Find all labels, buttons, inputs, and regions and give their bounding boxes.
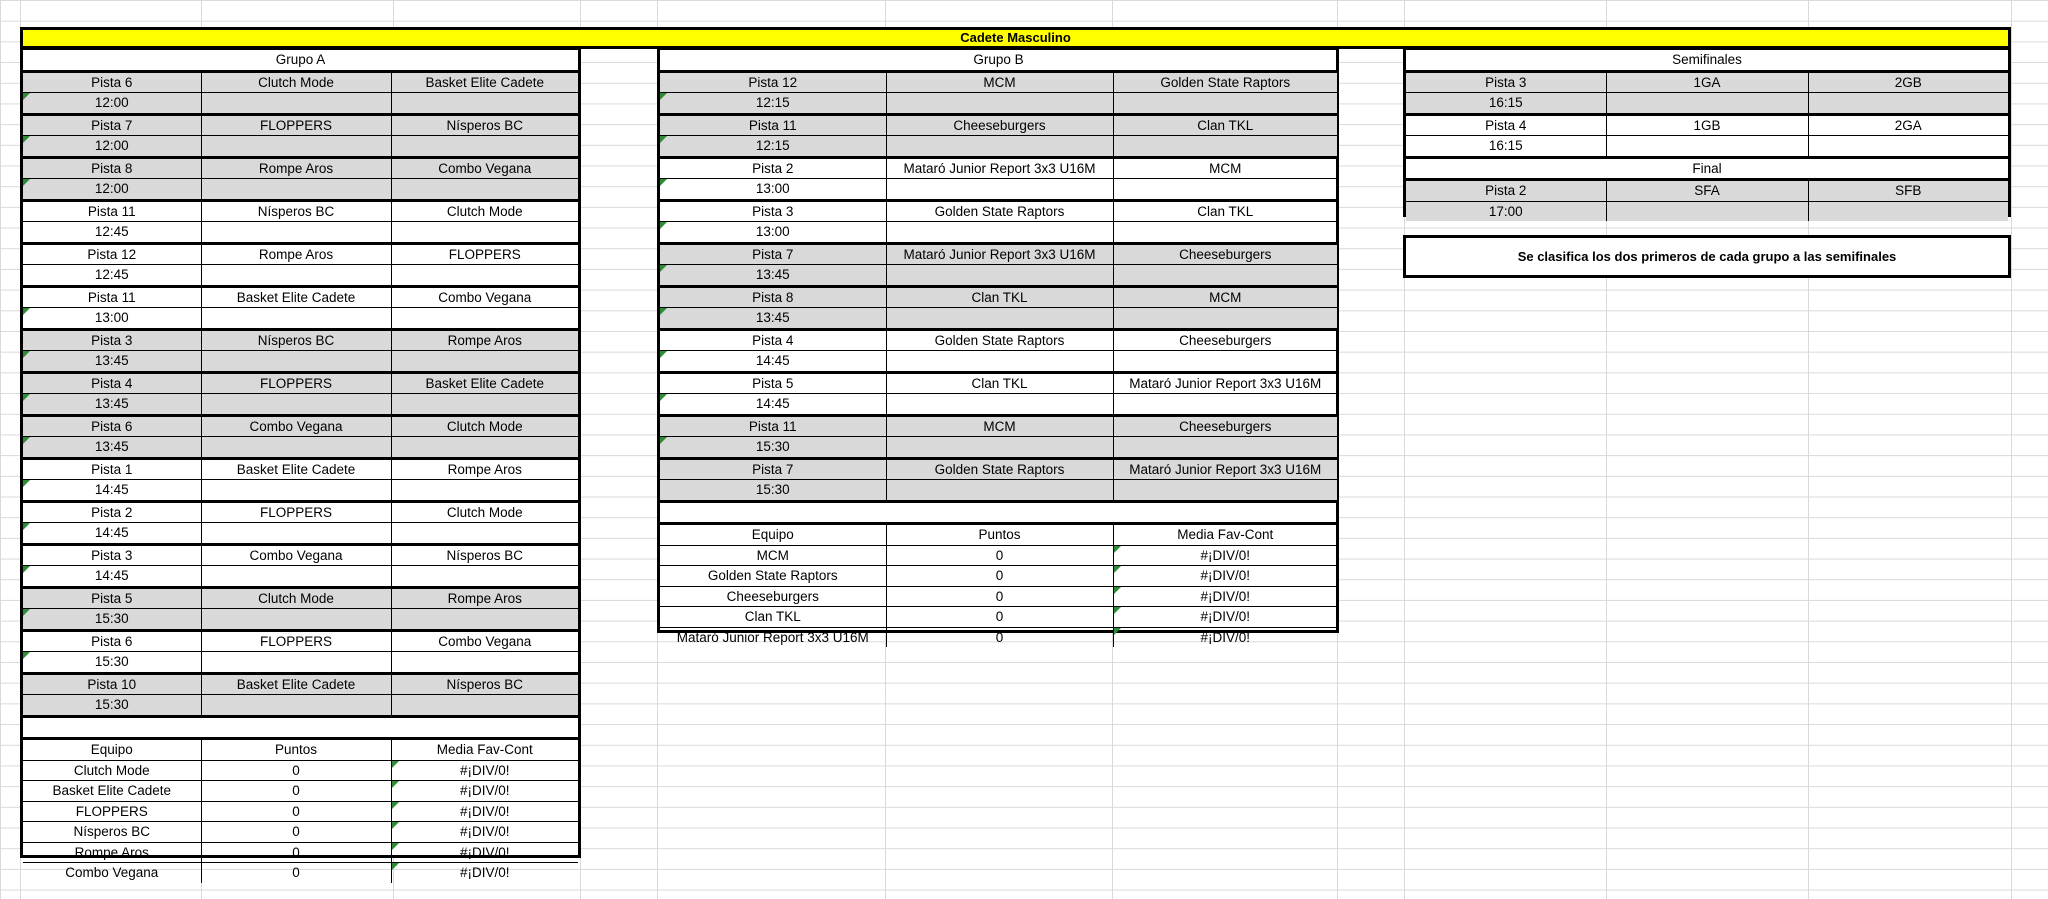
time-cell[interactable]: 13:45 [23,437,201,459]
home-score-cell[interactable] [201,609,391,631]
match-time-row [660,222,1337,244]
standings-row [23,781,578,802]
final-header-row [1406,157,2008,180]
match-row [660,114,1337,136]
category-title-banner[interactable] [20,27,2011,49]
team-cell[interactable]: Golden State Raptors [660,566,886,587]
groupB-grid [660,50,1337,647]
away-score-cell[interactable] [391,308,578,330]
match-time-row [23,523,578,545]
away-score-cell[interactable] [391,566,578,588]
pista-cell[interactable]: Pista 11 [660,114,886,136]
home-score-cell[interactable] [1606,201,1808,221]
match-time-row [23,695,578,717]
away-score-cell[interactable] [1808,93,2008,115]
semifinals-table [1403,47,2011,217]
points-cell[interactable]: 0 [201,760,391,781]
home-score-cell[interactable] [201,136,391,158]
away-score-cell[interactable] [1113,394,1337,416]
home-score-cell[interactable] [201,179,391,201]
semis-title[interactable]: Semifinales [1672,52,1742,68]
match-time-row [23,222,578,244]
home-team-cell[interactable]: SFA [1606,180,1808,202]
home-team-cell[interactable]: Basket Elite Cadete [201,673,391,695]
qualification-note-text: Se clasifica los dos primeros de cada grupo a las semifinales [1517,249,1897,264]
time-cell[interactable]: 13:45 [660,265,886,287]
match-time-row [23,136,578,158]
match-time-row [660,179,1337,201]
away-team-cell[interactable]: Basket Elite Cadete [391,372,578,394]
match-row [23,458,578,480]
match-time-row [23,437,578,459]
match-row [1406,180,2008,202]
time-cell[interactable]: 15:30 [660,480,886,502]
match-row [660,329,1337,351]
time-cell[interactable]: 12:15 [660,136,886,158]
match-row [660,458,1337,480]
pista-cell[interactable]: Pista 12 [23,243,201,265]
avg-cell[interactable]: #¡DIV/0! [1113,566,1337,587]
home-team-cell[interactable]: Nísperos BC [201,329,391,351]
away-score-cell[interactable] [391,179,578,201]
pista-cell[interactable]: Pista 8 [23,157,201,179]
home-team-cell[interactable]: 1GB [1606,114,1808,136]
match-time-row [23,265,578,287]
pista-cell[interactable]: Pista 5 [23,587,201,609]
match-row [23,372,578,394]
standings-header-cell[interactable]: Media Fav-Cont [391,739,578,761]
pista-cell[interactable]: Pista 12 [660,71,886,93]
avg-cell[interactable]: #¡DIV/0! [391,842,578,863]
home-team-cell[interactable]: Clutch Mode [201,71,391,93]
pista-cell[interactable]: Pista 3 [23,544,201,566]
time-cell[interactable]: 14:45 [23,523,201,545]
standings-row [660,586,1337,607]
standings-row [23,760,578,781]
away-score-cell[interactable] [391,609,578,631]
away-score-cell[interactable] [391,222,578,244]
home-team-cell[interactable]: FLOPPERS [201,630,391,652]
blank-cell[interactable] [23,716,578,739]
match-row [23,630,578,652]
away-score-cell[interactable] [391,695,578,717]
pista-cell[interactable]: Pista 11 [23,286,201,308]
avg-cell[interactable]: #¡DIV/0! [1113,607,1337,628]
blank-row [23,716,578,739]
standings-row [660,545,1337,566]
pista-cell[interactable]: Pista 10 [23,673,201,695]
time-cell[interactable]: 15:30 [660,437,886,459]
match-time-row [23,566,578,588]
points-cell[interactable]: 0 [886,545,1113,566]
time-cell[interactable]: 15:30 [23,652,201,674]
home-team-cell[interactable]: Combo Vegana [201,415,391,437]
away-score-cell[interactable] [391,136,578,158]
home-team-cell[interactable]: MCM [886,415,1113,437]
away-score-cell[interactable] [391,652,578,674]
standings-row [660,607,1337,628]
away-team-cell[interactable]: Nísperos BC [391,544,578,566]
home-team-cell[interactable]: MCM [886,71,1113,93]
time-cell[interactable]: 17:00 [1406,201,1606,221]
home-score-cell[interactable] [201,265,391,287]
pista-cell[interactable]: Pista 4 [23,372,201,394]
avg-cell[interactable]: #¡DIV/0! [1113,545,1337,566]
pista-cell[interactable]: Pista 4 [1406,114,1606,136]
away-team-cell[interactable]: Clan TKL [1113,114,1337,136]
match-row [23,157,578,179]
home-score-cell[interactable] [886,308,1113,330]
home-score-cell[interactable] [886,179,1113,201]
semis-grid [1406,50,2008,221]
match-time-row [23,93,578,115]
away-score-cell[interactable] [1113,265,1337,287]
away-team-cell[interactable]: Rompe Aros [391,458,578,480]
match-row [23,114,578,136]
time-cell[interactable]: 12:00 [23,179,201,201]
time-cell[interactable]: 12:15 [660,93,886,115]
time-cell[interactable]: 12:45 [23,222,201,244]
home-score-cell[interactable] [886,394,1113,416]
away-score-cell[interactable] [391,351,578,373]
away-team-cell[interactable]: Cheeseburgers [1113,243,1337,265]
team-cell[interactable]: Rompe Aros [23,842,201,863]
standings-header-cell[interactable]: Equipo [660,524,886,546]
home-team-cell[interactable]: Nísperos BC [201,200,391,222]
points-cell[interactable]: 0 [201,822,391,843]
pista-cell[interactable]: Pista 11 [660,415,886,437]
avg-cell[interactable]: #¡DIV/0! [391,801,578,822]
time-cell[interactable]: 14:45 [23,480,201,502]
team-cell[interactable]: Cheeseburgers [660,586,886,607]
home-team-cell[interactable]: Rompe Aros [201,157,391,179]
home-team-cell[interactable]: FLOPPERS [201,372,391,394]
away-score-cell[interactable] [391,93,578,115]
match-time-row [660,394,1337,416]
match-time-row [660,265,1337,287]
match-row [660,372,1337,394]
away-score-cell[interactable] [1113,351,1337,373]
home-team-cell[interactable]: Golden State Raptors [886,329,1113,351]
home-score-cell[interactable] [886,351,1113,373]
avg-cell[interactable]: #¡DIV/0! [1113,627,1337,647]
time-cell[interactable]: 14:45 [660,351,886,373]
match-row [23,243,578,265]
away-score-cell[interactable] [1113,136,1337,158]
avg-cell[interactable]: #¡DIV/0! [391,822,578,843]
away-score-cell[interactable] [391,480,578,502]
home-score-cell[interactable] [886,437,1113,459]
match-row [660,286,1337,308]
match-row [1406,114,2008,136]
home-score-cell[interactable] [201,652,391,674]
column-gridline [2011,0,2012,899]
away-score-cell[interactable] [1113,93,1337,115]
home-score-cell[interactable] [201,394,391,416]
home-team-cell[interactable]: Clan TKL [886,286,1113,308]
match-row [23,71,578,93]
away-score-cell[interactable] [1808,201,2008,221]
home-score-cell[interactable] [886,265,1113,287]
away-team-cell[interactable]: Nísperos BC [391,114,578,136]
home-score-cell[interactable] [201,351,391,373]
standings-row [23,842,578,863]
away-team-cell[interactable]: Clutch Mode [391,501,578,523]
match-row [660,157,1337,179]
team-cell[interactable]: Combo Vegana [23,863,201,883]
standings-row [660,566,1337,587]
time-cell[interactable]: 15:30 [23,695,201,717]
standings-header-cell[interactable]: Equipo [23,739,201,761]
match-row [23,200,578,222]
home-score-cell[interactable] [201,93,391,115]
away-score-cell[interactable] [391,437,578,459]
points-cell[interactable]: 0 [886,607,1113,628]
pista-cell[interactable]: Pista 4 [660,329,886,351]
qualification-note[interactable] [1403,235,2011,278]
home-team-cell[interactable]: Mataró Junior Report 3x3 U16M [886,157,1113,179]
standings-row [23,822,578,843]
home-score-cell[interactable] [201,523,391,545]
match-time-row [23,179,578,201]
pista-cell[interactable]: Pista 2 [660,157,886,179]
pista-cell[interactable]: Pista 7 [660,243,886,265]
match-row [660,415,1337,437]
points-cell[interactable]: 0 [201,863,391,883]
time-cell[interactable]: 15:30 [23,609,201,631]
away-score-cell[interactable] [1113,437,1337,459]
team-cell[interactable]: Clan TKL [660,607,886,628]
team-cell[interactable]: Basket Elite Cadete [23,781,201,802]
team-cell[interactable]: Nísperos BC [23,822,201,843]
time-cell[interactable]: 12:45 [23,265,201,287]
pista-cell[interactable]: Pista 3 [660,200,886,222]
time-cell[interactable]: 13:00 [23,308,201,330]
points-cell[interactable]: 0 [201,801,391,822]
home-score-cell[interactable] [201,437,391,459]
away-team-cell[interactable]: Clan TKL [1113,200,1337,222]
away-team-cell[interactable]: SFB [1808,180,2008,202]
standings-row [660,627,1337,647]
match-time-row [660,437,1337,459]
match-time-row [23,394,578,416]
away-team-cell[interactable]: 2GA [1808,114,2008,136]
home-score-cell[interactable] [201,222,391,244]
pista-cell[interactable]: Pista 2 [23,501,201,523]
time-cell[interactable]: 12:00 [23,136,201,158]
standings-header-cell[interactable]: Media Fav-Cont [1113,524,1337,546]
pista-cell[interactable]: Pista 6 [23,415,201,437]
away-score-cell[interactable] [391,523,578,545]
home-team-cell[interactable]: Rompe Aros [201,243,391,265]
home-score-cell[interactable] [201,566,391,588]
match-time-row [660,93,1337,115]
avg-cell[interactable]: #¡DIV/0! [391,863,578,883]
away-team-cell[interactable]: Mataró Junior Report 3x3 U16M [1113,372,1337,394]
home-team-cell[interactable]: Clutch Mode [201,587,391,609]
standings-header-cell[interactable]: Puntos [201,739,391,761]
home-team-cell[interactable]: Golden State Raptors [886,200,1113,222]
match-time-row [23,351,578,373]
group-title[interactable]: Grupo A [275,52,326,68]
home-team-cell[interactable]: Cheeseburgers [886,114,1113,136]
away-team-cell[interactable]: Basket Elite Cadete [391,71,578,93]
group-a-table [20,47,581,881]
pista-cell[interactable]: Pista 5 [660,372,886,394]
away-score-cell[interactable] [391,265,578,287]
avg-cell[interactable]: #¡DIV/0! [391,781,578,802]
away-team-cell[interactable]: Rompe Aros [391,329,578,351]
blank-cell[interactable] [660,501,1337,524]
group-b-table [657,47,1339,645]
pista-cell[interactable]: Pista 6 [23,630,201,652]
team-cell[interactable]: Clutch Mode [23,760,201,781]
match-row [23,544,578,566]
match-time-row [1406,93,2008,115]
match-time-row [23,480,578,502]
semis-header-row [1406,50,2008,71]
pista-cell[interactable]: Pista 7 [660,458,886,480]
match-row [660,243,1337,265]
home-team-cell[interactable]: Clan TKL [886,372,1113,394]
standings-row [23,801,578,822]
home-team-cell[interactable]: Basket Elite Cadete [201,458,391,480]
match-time-row [660,480,1337,502]
away-score-cell[interactable] [1113,480,1337,502]
home-score-cell[interactable] [886,480,1113,502]
final-title[interactable]: Final [1406,157,2008,180]
match-row [1406,71,2008,93]
groupA-grid [23,50,578,883]
match-row [23,501,578,523]
away-team-cell[interactable]: Cheeseburgers [1113,329,1337,351]
away-score-cell[interactable] [1113,308,1337,330]
pista-cell[interactable]: Pista 1 [23,458,201,480]
away-team-cell[interactable]: Cheeseburgers [1113,415,1337,437]
team-cell[interactable]: MCM [660,545,886,566]
points-cell[interactable]: 0 [886,627,1113,647]
away-team-cell[interactable]: FLOPPERS [391,243,578,265]
away-team-cell[interactable]: Combo Vegana [391,630,578,652]
match-row [23,673,578,695]
avg-cell[interactable]: #¡DIV/0! [391,760,578,781]
home-team-cell[interactable]: Combo Vegana [201,544,391,566]
group-header-row [660,50,1337,71]
time-cell[interactable]: 13:45 [23,351,201,373]
away-team-cell[interactable]: Clutch Mode [391,415,578,437]
pista-cell[interactable]: Pista 8 [660,286,886,308]
pista-cell[interactable]: Pista 6 [23,71,201,93]
group-title[interactable]: Grupo B [973,52,1024,68]
match-time-row [1406,201,2008,221]
home-score-cell[interactable] [1606,136,1808,158]
time-cell[interactable]: 13:00 [660,179,886,201]
match-row [660,200,1337,222]
home-team-cell[interactable]: FLOPPERS [201,114,391,136]
home-score-cell[interactable] [201,480,391,502]
home-team-cell[interactable]: Mataró Junior Report 3x3 U16M [886,243,1113,265]
blank-row [660,501,1337,524]
time-cell[interactable]: 16:15 [1406,136,1606,158]
pista-cell[interactable]: Pista 2 [1406,180,1606,202]
home-team-cell[interactable]: FLOPPERS [201,501,391,523]
category-title: Cadete Masculino [960,30,1071,45]
group-header-row [23,50,578,71]
match-time-row [660,351,1337,373]
time-cell[interactable]: 13:45 [23,394,201,416]
standings-header-row [660,524,1337,546]
match-row [660,71,1337,93]
match-time-row [660,308,1337,330]
time-cell[interactable]: 14:45 [660,394,886,416]
time-cell[interactable]: 14:45 [23,566,201,588]
pista-cell[interactable]: Pista 7 [23,114,201,136]
home-score-cell[interactable] [886,222,1113,244]
match-time-row [23,652,578,674]
away-team-cell[interactable]: MCM [1113,157,1337,179]
match-row [23,587,578,609]
pista-cell[interactable]: Pista 3 [1406,71,1606,93]
standings-row [23,863,578,883]
home-team-cell[interactable]: Golden State Raptors [886,458,1113,480]
points-cell[interactable]: 0 [886,586,1113,607]
home-score-cell[interactable] [201,308,391,330]
match-row [23,415,578,437]
avg-cell[interactable]: #¡DIV/0! [1113,586,1337,607]
away-team-cell[interactable]: Nísperos BC [391,673,578,695]
match-time-row [23,308,578,330]
home-score-cell[interactable] [886,136,1113,158]
away-team-cell[interactable]: Combo Vegana [391,286,578,308]
pista-cell[interactable]: Pista 3 [23,329,201,351]
match-time-row [23,609,578,631]
away-team-cell[interactable]: Golden State Raptors [1113,71,1337,93]
away-team-cell[interactable]: MCM [1113,286,1337,308]
time-cell[interactable]: 13:45 [660,308,886,330]
time-cell[interactable]: 12:00 [23,93,201,115]
away-team-cell[interactable]: Combo Vegana [391,157,578,179]
points-cell[interactable]: 0 [201,781,391,802]
away-team-cell[interactable]: 2GB [1808,71,2008,93]
pista-cell[interactable]: Pista 11 [23,200,201,222]
away-team-cell[interactable]: Mataró Junior Report 3x3 U16M [1113,458,1337,480]
standings-header-cell[interactable]: Puntos [886,524,1113,546]
home-score-cell[interactable] [201,695,391,717]
match-time-row [1406,136,2008,158]
time-cell[interactable]: 13:00 [660,222,886,244]
team-cell[interactable]: FLOPPERS [23,801,201,822]
match-time-row [660,136,1337,158]
away-score-cell[interactable] [1808,136,2008,158]
home-team-cell[interactable]: Basket Elite Cadete [201,286,391,308]
points-cell[interactable]: 0 [201,842,391,863]
away-team-cell[interactable]: Rompe Aros [391,587,578,609]
points-cell[interactable]: 0 [886,566,1113,587]
away-score-cell[interactable] [391,394,578,416]
match-row [23,286,578,308]
home-score-cell[interactable] [886,93,1113,115]
team-cell[interactable]: Mataró Junior Report 3x3 U16M [660,627,886,647]
time-cell[interactable]: 16:15 [1406,93,1606,115]
match-row [23,329,578,351]
standings-header-row [23,739,578,761]
away-score-cell[interactable] [1113,179,1337,201]
home-team-cell[interactable]: 1GA [1606,71,1808,93]
home-score-cell[interactable] [1606,93,1808,115]
away-score-cell[interactable] [1113,222,1337,244]
away-team-cell[interactable]: Clutch Mode [391,200,578,222]
